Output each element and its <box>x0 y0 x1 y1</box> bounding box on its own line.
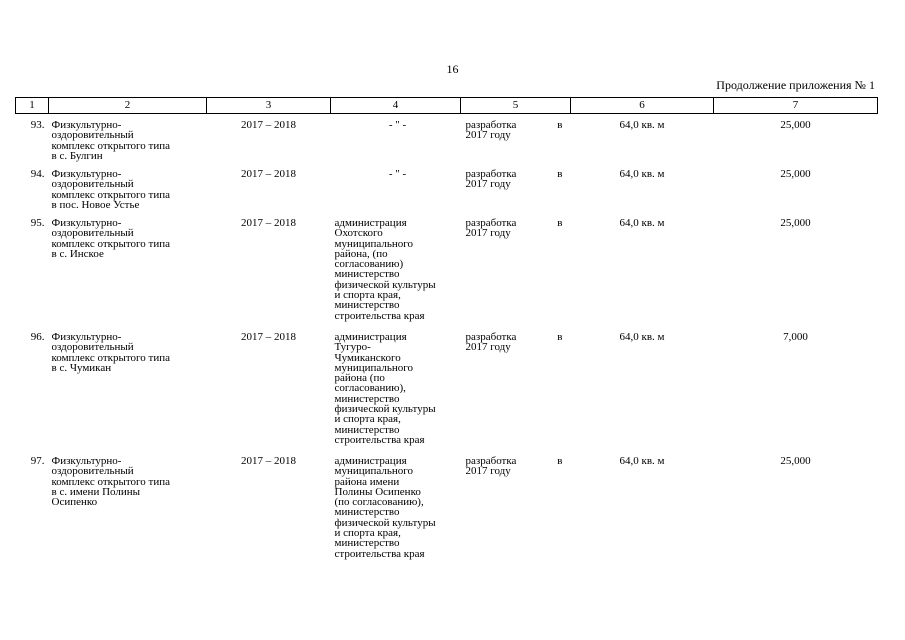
financing: 25,000 <box>780 119 811 131</box>
row-number: 96. <box>30 331 45 343</box>
responsible: - " - <box>388 119 407 131</box>
period: 2017 – 2018 <box>241 455 296 467</box>
result: разработка 2017 году в <box>465 217 563 240</box>
column-header: 5 <box>461 98 571 114</box>
period: 2017 – 2018 <box>241 119 296 131</box>
volume: 64,0 кв. м <box>619 217 665 229</box>
column-header: 2 <box>49 98 207 114</box>
financing: 7,000 <box>783 331 808 343</box>
table-row <box>16 114 878 164</box>
column-header: 7 <box>714 98 878 114</box>
period: 2017 – 2018 <box>241 217 296 229</box>
result: разработка 2017 году в <box>465 119 563 142</box>
responsible: - " - <box>388 168 407 180</box>
period: 2017 – 2018 <box>241 168 296 180</box>
responsible: администрация муниципального района имени Полины Осипенко (по согласованию), министерство физической культуры и спорта края, министерство строительства края <box>334 455 436 560</box>
table-row <box>16 450 878 566</box>
object-name: Физкультурно- оздоровительный комплекс открытого типа в с. имени Полины Осипенко <box>51 455 171 509</box>
row-number: 94. <box>30 168 45 180</box>
row-number: 97. <box>30 455 45 467</box>
column-number-header-row <box>16 98 878 114</box>
column-header: 6 <box>571 98 714 114</box>
page-number: 16 <box>446 62 459 76</box>
volume: 64,0 кв. м <box>619 168 665 180</box>
table-row <box>16 163 878 212</box>
result: разработка 2017 году в <box>465 455 563 478</box>
column-header: 4 <box>331 98 461 114</box>
period: 2017 – 2018 <box>241 331 296 343</box>
volume: 64,0 кв. м <box>619 119 665 131</box>
object-name: Физкультурно- оздоровительный комплекс открытого типа в с. Булгин <box>51 119 171 162</box>
financing: 25,000 <box>780 455 811 467</box>
result: разработка 2017 году в <box>465 331 563 354</box>
appendix-continuation-label: Продолжение приложения № 1 <box>716 78 875 92</box>
column-header: 3 <box>207 98 331 114</box>
object-name: Физкультурно- оздоровительный комплекс открытого типа в с. Чумикан <box>51 331 171 374</box>
table-row <box>16 326 878 450</box>
appendix-table <box>15 97 878 566</box>
volume: 64,0 кв. м <box>619 455 665 467</box>
row-number: 93. <box>30 119 45 131</box>
financing: 25,000 <box>780 168 811 180</box>
object-name: Физкультурно- оздоровительный комплекс открытого типа в пос. Новое Устье <box>51 168 171 211</box>
column-header: 1 <box>16 98 49 114</box>
result: разработка 2017 году в <box>465 168 563 191</box>
table-row <box>16 212 878 326</box>
object-name: Физкультурно- оздоровительный комплекс открытого типа в с. Инское <box>51 217 171 260</box>
financing: 25,000 <box>780 217 811 229</box>
responsible: администрация Тугуро- Чумиканского муниципального района (по согласованию), министерство физической культуры и спорта края, министерство строительства края <box>334 331 436 446</box>
volume: 64,0 кв. м <box>619 331 665 343</box>
responsible: администрация Охотского муниципального района, (по согласованию) министерство физической культуры и спорта края, министерство строительства края <box>334 217 436 322</box>
row-number: 95. <box>30 217 45 229</box>
